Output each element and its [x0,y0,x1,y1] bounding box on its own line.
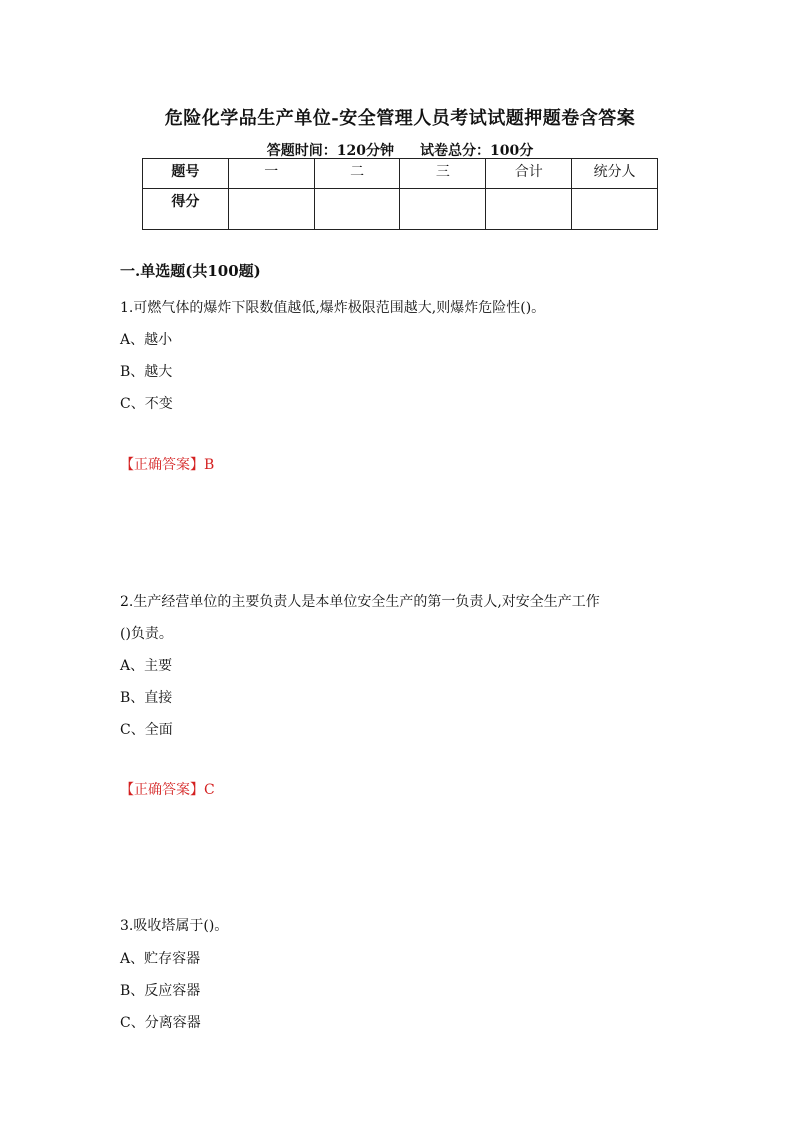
question-2-answer: 【正确答案】C [120,782,215,798]
question-3-option-a: A、贮存容器 [120,951,201,967]
exam-info [0,140,800,160]
question-1-option-a: A、越小 [120,332,173,348]
question-2-stem-line-1: 2.生产经营单位的主要负责人是本单位安全生产的第一负责人,对安全生产工作 [120,594,600,610]
score-cell-total [486,189,572,230]
score-cell-part-1 [228,189,314,230]
score-cell-part-3 [400,189,486,230]
question-3-stem: 3.吸收塔属于()。 [120,918,229,934]
score-cell-part-2 [314,189,400,230]
score-header-part-2: 二 [314,159,400,189]
question-3-option-b: B、反应容器 [120,983,201,999]
question-2-option-b: B、直接 [120,690,173,706]
question-1-option-b: B、越大 [120,364,173,380]
section-title: 一.单选题(共100题) [120,262,261,280]
score-table-score-row [143,189,658,230]
score-cell-grader [572,189,658,230]
question-1-stem: 1.可燃气体的爆炸下限数值越低,爆炸极限范围越大,则爆炸危险性()。 [120,300,546,316]
score-header-total: 合计 [486,159,572,189]
score-header-question-no: 题号 [143,159,229,189]
question-1-answer: 【正确答案】B [120,457,215,473]
question-1-option-c: C、不变 [120,396,173,412]
total-score: 试卷总分：100分 [420,143,534,159]
question-2-option-c: C、全面 [120,722,173,738]
score-header-grader: 统分人 [572,159,658,189]
exam-time: 答题时间：120分钟 [266,143,394,159]
page-title: 危险化学品生产单位-安全管理人员考试试题押题卷含答案 [164,108,636,129]
score-header-part-1: 一 [228,159,314,189]
question-3-option-c: C、分离容器 [120,1015,201,1031]
score-table [142,158,658,230]
score-header-part-3: 三 [400,159,486,189]
question-2-stem-line-2: ()负责。 [120,626,173,642]
score-row-label: 得分 [143,189,229,230]
question-2-option-a: A、主要 [120,658,173,674]
score-table-header-row [143,159,658,189]
